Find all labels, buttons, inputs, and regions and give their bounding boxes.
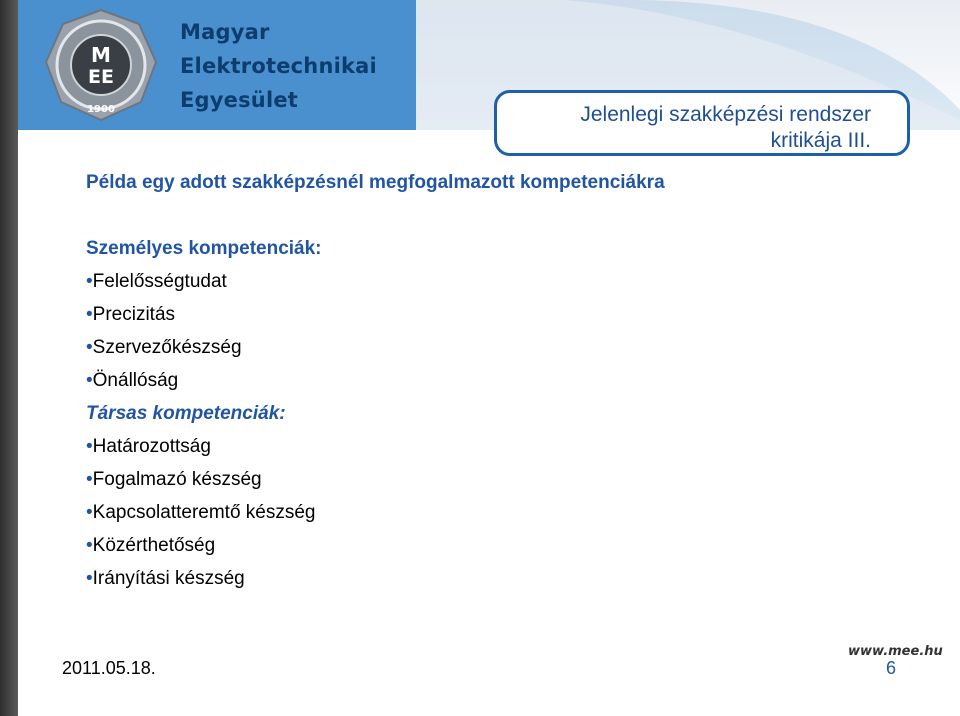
list-item — [86, 562, 322, 595]
list-item — [86, 364, 322, 397]
bullet-icon: • — [86, 502, 93, 523]
mee-emblem-logo — [44, 8, 158, 122]
bullet-icon: • — [86, 568, 93, 589]
emblem-top-letters: M — [91, 43, 111, 67]
list-item — [86, 331, 322, 364]
bullet-icon: • — [86, 436, 93, 457]
bullet-icon: • — [86, 304, 93, 325]
slide-title-line-2: kritikája III. — [770, 129, 871, 152]
emblem-bottom-letters: EE — [88, 66, 114, 88]
list-item — [86, 265, 322, 298]
list-item — [86, 463, 322, 496]
competency-list — [86, 232, 322, 595]
list-item-text: Irányítási készség — [92, 568, 245, 589]
footer-date: 2011.05.18. — [62, 658, 156, 678]
bullet-icon: • — [86, 469, 93, 490]
left-edge-bar — [0, 0, 18, 716]
list-item-text: Felelősségtudat — [92, 271, 227, 292]
list-item-text: Fogalmazó készség — [92, 469, 262, 490]
list-item-text: Közérthetőség — [92, 535, 216, 556]
slide-title-line-1: Jelenlegi szakképzési rendszer — [580, 103, 871, 126]
list-item-text: Szervezőkészség — [92, 337, 242, 358]
bullet-icon: • — [86, 337, 93, 358]
bullet-icon: • — [86, 535, 93, 556]
list-item — [86, 529, 322, 562]
org-name-line-1: Magyar — [180, 20, 270, 44]
list-item — [86, 430, 322, 463]
org-name-line-2: Elektrotechnikai — [180, 54, 377, 78]
page-number: 6 — [886, 658, 897, 678]
org-name-line-3: Egyesület — [180, 88, 299, 112]
list-item-text: Precizitás — [92, 304, 176, 325]
section-heading-social: Társas kompetenciák: — [86, 403, 286, 424]
list-item-text: Határozottság — [92, 436, 211, 457]
bullet-icon: • — [86, 370, 93, 391]
list-item — [86, 298, 322, 331]
slide-subtitle: Példa egy adott szakképzésnél megfogalmazott kompetenciákra — [86, 172, 665, 193]
slide-title-box — [494, 90, 910, 156]
list-item-text: Kapcsolatteremtő készség — [92, 502, 316, 523]
list-item-text: Önállóság — [92, 370, 179, 391]
footer-website: www.mee.hu — [848, 644, 943, 659]
emblem-year: 1900 — [87, 104, 115, 115]
section-heading-personal: Személyes kompetenciák: — [86, 238, 322, 259]
list-item — [86, 496, 322, 529]
bullet-icon: • — [86, 271, 93, 292]
